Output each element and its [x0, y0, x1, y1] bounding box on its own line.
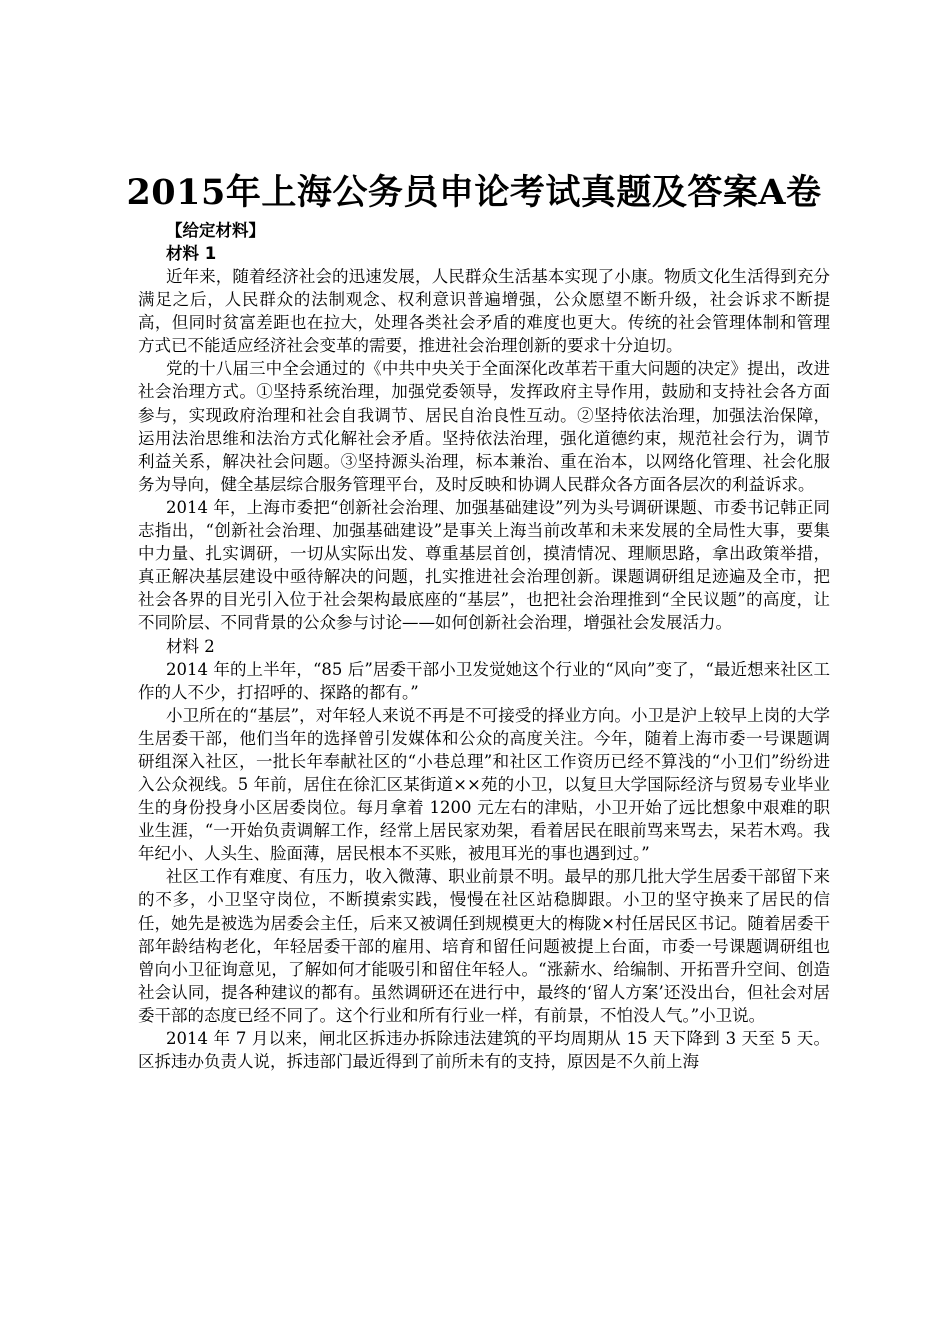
- material-2-paragraph-1: 2014 年的上半年，“85 后”居委干部小卫发觉她这个行业的“风向”变了，“最近想来社区工作的人不少，打招呼的、探路的都有。”: [138, 659, 830, 702]
- section-heading: 【给定材料】: [166, 221, 265, 240]
- material-1-paragraph-3: 2014 年，上海市委把“创新社会治理、加强基础建设”列为头号调研课题、市委书记韩正同志指出，“创新社会治理、加强基础建设”是事关上海当前改革和未来发展的全局性大事，要集中力量、扎实调研，一切从实际出发、尊重基层首创，摸清情况、理顺思路，拿出政策举措，真正解决基层建设中亟待解决的问题，扎实推进社会治理创新。课题调研组足迹遍及全市，把社会各界的目光引入位于社会架构最底座的“基层”，也把社会治理推到“全民议题”的高度，让不同阶层、不同背景的公众参与讨论——如何创新社会治理，增强社会发展活力。: [138, 497, 830, 633]
- material-1-paragraph-1: 近年来，随着经济社会的迅速发展，人民群众生活基本实现了小康。物质文化生活得到充分满足之后，人民群众的法制观念、权利意识普遍增强，公众愿望不断升级，社会诉求不断提高，但同时贫富差距也在拉大，处理各类社会矛盾的难度也更大。传统的社会管理体制和管理方式已不能适应经济社会变革的需要，推进社会治理创新的要求十分迫切。: [138, 267, 830, 356]
- material-2-paragraph-2: 小卫所在的“基层”，对年轻人来说不再是不可接受的择业方向。小卫是沪上较早上岗的大学生居委干部，他们当年的选择曾引发媒体和公众的高度关注。今年，随着上海市委一号课题调研组深入社区，一批长年奉献社区的“小巷总理”和社区工作资历已经不算浅的“小卫们”纷纷进入公众视线。5 年前，居住在徐汇区某街道××苑的小卫，以复旦大学国际经济与贸易专业毕业生的身份投身小区居委岗位。每月拿着 1200 元左右的津贴，小卫开始了远比想象中艰难的职业生涯，“一开始负责调解工作，经常上居民家劝架，看着居民在眼前骂来骂去，呆若木鸡。我年纪小、人头生、脸面薄，居民根本不买账，被甩耳光的事也遇到过。”: [138, 705, 830, 864]
- document-title: 2015年上海公务员申论考试真题及答案A卷: [126, 172, 822, 213]
- material-1-label: 材料 1: [166, 244, 217, 263]
- material-1-paragraph-2: 党的十八届三中全会通过的《中共中央关于全面深化改革若干重大问题的决定》提出，改进社会治理方式。①坚持系统治理，加强党委领导，发挥政府主导作用，鼓励和支持社会各方面参与，实现政府治理和社会自我调节、居民自治良性互动。②坚持依法治理，加强法治保障，运用法治思维和法治方式化解社会矛盾。坚持依法治理，强化道德约束，规范社会行为，调节利益关系，解决社会问题。③坚持源头治理，标本兼治、重在治本，以网络化管理、社会化服务为导向，健全基层综合服务管理平台，及时反映和协调人民群众各方面各层次的利益诉求。: [138, 359, 830, 494]
- material-2-label: 材料 2: [166, 636, 215, 656]
- document-body: [126, 170, 830, 1073]
- material-2-paragraph-3: 社区工作有难度、有压力，收入微薄、职业前景不明。最早的那几批大学生居委干部留下来的不多，小卫坚守岗位，不断摸索实践，慢慢在社区站稳脚跟。小卫的坚守换来了居民的信任，她先是被选为居委会主任，后来又被调任到规模更大的梅陇×村任居民区书记。随着居委干部年龄结构老化，年轻居委干部的雇用、培育和留任问题被提上台面，市委一号课题调研组也曾向小卫征询意见，了解如何才能吸引和留住年轻人。“涨薪水、给编制、开拓晋升空间、创造社会认同，提各种建议的都有。虽然调研还在进行中，最终的‘留人方案’还没出台，但社会对居委干部的态度已经不同了。这个行业和所有行业一样，有前景，不怕没人气。”小卫说。: [138, 867, 830, 1025]
- material-2-paragraph-4: 2014 年 7 月以来，闸北区拆违办拆除违法建筑的平均周期从 15 天下降到 3 天至 5 天。区拆违办负责人说，拆违部门最近得到了前所未有的支持，原因是不久前上海: [138, 1029, 830, 1072]
